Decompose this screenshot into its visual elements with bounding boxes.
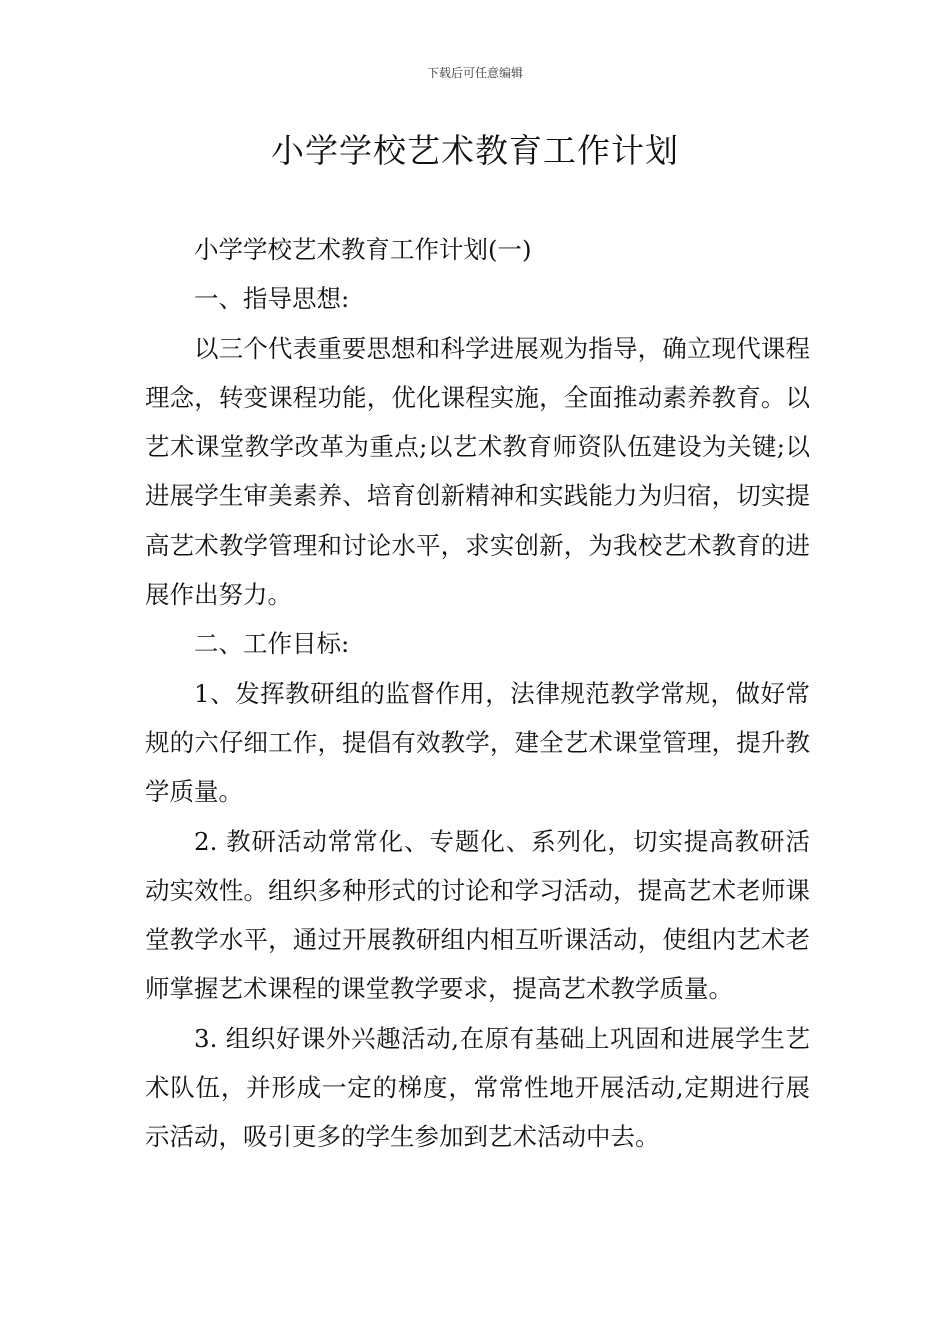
subtitle-paragraph: 小学学校艺术教育工作计划(一) <box>194 235 532 264</box>
document-title: 小学学校艺术教育工作计划 <box>271 131 679 170</box>
document-body <box>145 225 810 1162</box>
paragraph-goal-2: 2. 教研活动常常化、专题化、系列化，切实提高教研活动实效性。组织多种形式的讨论和学习活动，提高艺术老师课堂教学水平，通过开展教研组内相互听课活动，使组内艺术老师掌握艺术课程的课堂教学要求，提高艺术教学质量。 <box>145 826 810 1004</box>
paragraph-goal-3: 3. 组织好课外兴趣活动,在原有基础上巩固和进展学生艺术队伍，并形成一定的梯度，常常性地开展活动,定期进行展示活动，吸引更多的学生参加到艺术活动中去。 <box>145 1023 810 1152</box>
header-note: 下载后可任意编辑 <box>426 66 523 80</box>
paragraph-guiding-ideology: 以三个代表重要思想和科学进展观为指导，确立现代课程理念，转变课程功能，优化课程实施，全面推动素养教育。以艺术课堂教学改革为重点;以艺术教育师资队伍建设为关键;以进展学生审美素养、培育创新精神和实践能力为归宿，切实提高艺术教学管理和讨论水平，求实创新，为我校艺术教育的进展作出努力。 <box>145 333 810 610</box>
section-heading-work-goals: 二、工作目标: <box>194 629 350 659</box>
paragraph-goal-1: 1、发挥教研组的监督作用，法律规范教学常规，做好常规的六仔细工作，提倡有效教学，建全艺术课堂管理，提升教学质量。 <box>145 678 810 807</box>
section-heading-guiding-ideology: 一、指导思想: <box>194 284 350 314</box>
